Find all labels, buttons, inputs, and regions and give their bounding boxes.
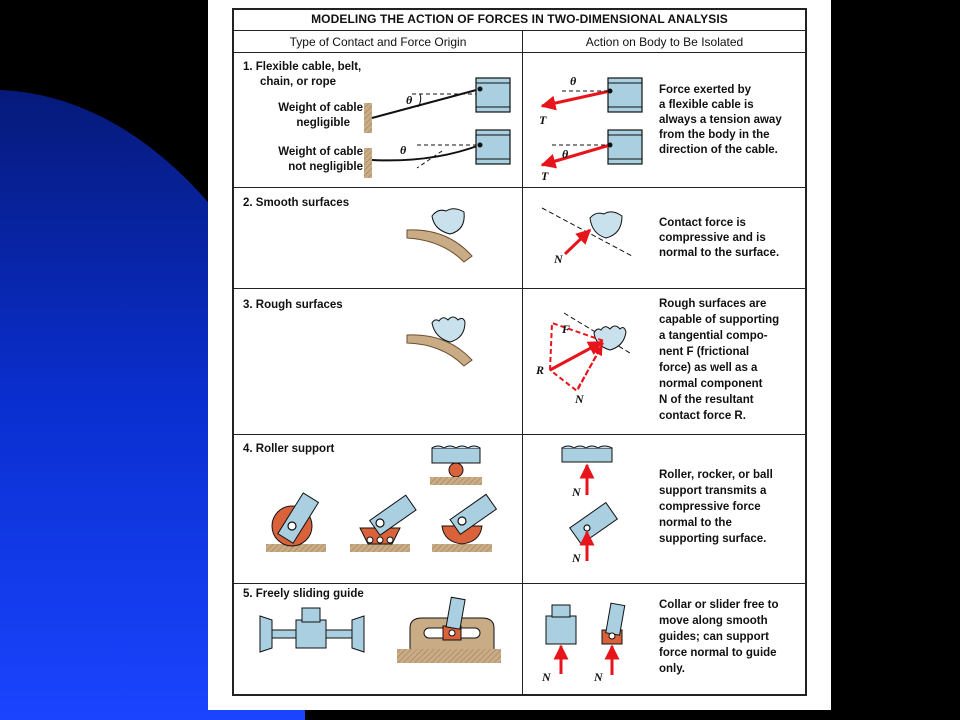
row4-heading: 4. Roller support: [243, 443, 335, 455]
ball-support-illustration: [430, 446, 482, 485]
rocker-curved-support-illustration: [432, 494, 496, 552]
row3-desc-line2: capable of supporting: [659, 314, 780, 326]
row5-desc-line4: force normal to guide: [659, 647, 777, 659]
row5-desc-line2: move along smooth: [659, 615, 768, 627]
row2-desc-line2: compressive and is: [659, 232, 766, 244]
row4-desc-line3: compressive force: [659, 501, 761, 513]
normal-label-collar: N: [542, 670, 551, 684]
row1-desc-line3: always a tension away: [659, 114, 782, 126]
row1-sublabel2-line1: Weight of cable: [278, 146, 363, 158]
theta-label-cable1: θ: [406, 93, 413, 107]
row1-desc-line4: from the body in the: [659, 129, 770, 141]
collar-guide-illustration: [260, 608, 364, 652]
row3-heading: 3. Rough surfaces: [243, 299, 343, 311]
row1-desc-line5: direction of the cable.: [659, 144, 778, 156]
row1-sublabel1-line1: Weight of cable: [278, 102, 363, 114]
column-header-right: Action on Body to Be Isolated: [585, 35, 744, 49]
normal-label-rough: N: [575, 392, 584, 406]
row3-desc-line6: normal component: [659, 378, 763, 390]
tension-label-2: T: [541, 169, 549, 183]
row5-desc-line3: guides; can support: [659, 631, 769, 643]
theta-label-fbd1: θ: [570, 74, 577, 88]
friction-label: F: [562, 322, 571, 336]
row1-desc-line1: Force exerted by: [659, 84, 752, 96]
row3-desc-line1: Rough surfaces are: [659, 298, 767, 310]
row3-desc-line4: nent F (frictional: [659, 346, 750, 358]
tension-fbd-1: [542, 78, 642, 112]
row1-sublabel2-line2: not negligible: [288, 161, 363, 173]
roller-fbd-flat: [562, 446, 612, 495]
slider-fbd: [602, 603, 625, 675]
row1-heading-line1: 1. Flexible cable, belt,: [243, 61, 362, 73]
cable-negligible-illustration: [364, 78, 510, 133]
row5-desc-line5: only.: [659, 663, 685, 675]
normal-label-roller2: N: [572, 551, 581, 565]
row4-desc-line2: support transmits a: [659, 485, 767, 497]
roller-support-illustration: [266, 493, 326, 552]
column-header-left: Type of Contact and Force Origin: [289, 35, 467, 49]
tension-fbd-2: [542, 130, 642, 165]
theta-label-cable2: θ: [400, 143, 407, 157]
row5-desc-line1: Collar or slider free to: [659, 599, 779, 611]
row3-desc-line7: N of the resultant: [659, 394, 754, 406]
row2-heading: 2. Smooth surfaces: [243, 197, 350, 209]
slider-guide-illustration: [397, 597, 501, 663]
row5-heading: 5. Freely sliding guide: [243, 588, 364, 600]
row4-desc-line5: supporting surface.: [659, 533, 767, 545]
row3-desc-line8: contact force R.: [659, 410, 746, 422]
row1-heading-line2: chain, or rope: [260, 76, 337, 88]
force-illustrations: [232, 8, 807, 696]
row2-desc-line1: Contact force is: [659, 217, 746, 229]
collar-fbd: [546, 605, 576, 674]
row2-desc-line3: normal to the surface.: [659, 247, 780, 259]
resultant-label: R: [536, 363, 545, 377]
rough-surface-illustration: [407, 317, 472, 366]
row4-desc-line4: normal to the: [659, 517, 732, 529]
row3-desc-line3: a tangential compo-: [659, 330, 768, 342]
normal-label-roller1: N: [572, 485, 581, 499]
row1-sublabel1-line2: negligible: [296, 117, 350, 129]
normal-label-slider: N: [594, 670, 603, 684]
cable-not-negligible-illustration: [364, 130, 510, 178]
row4-desc-line1: Roller, rocker, or ball: [659, 469, 773, 481]
smooth-surface-illustration: [407, 209, 472, 262]
tension-label-1: T: [539, 113, 547, 127]
theta-label-fbd2: θ: [562, 147, 569, 161]
rocker-support-illustration: [350, 495, 416, 552]
normal-label-smooth: N: [554, 252, 563, 266]
row1-desc-line2: a flexible cable is: [659, 99, 754, 111]
table-title: MODELING THE ACTION OF FORCES IN TWO-DIMENSIONAL ANALYSIS: [311, 12, 728, 26]
smooth-surface-fbd: [542, 208, 632, 256]
row3-desc-line5: force) as well as a: [659, 362, 758, 374]
